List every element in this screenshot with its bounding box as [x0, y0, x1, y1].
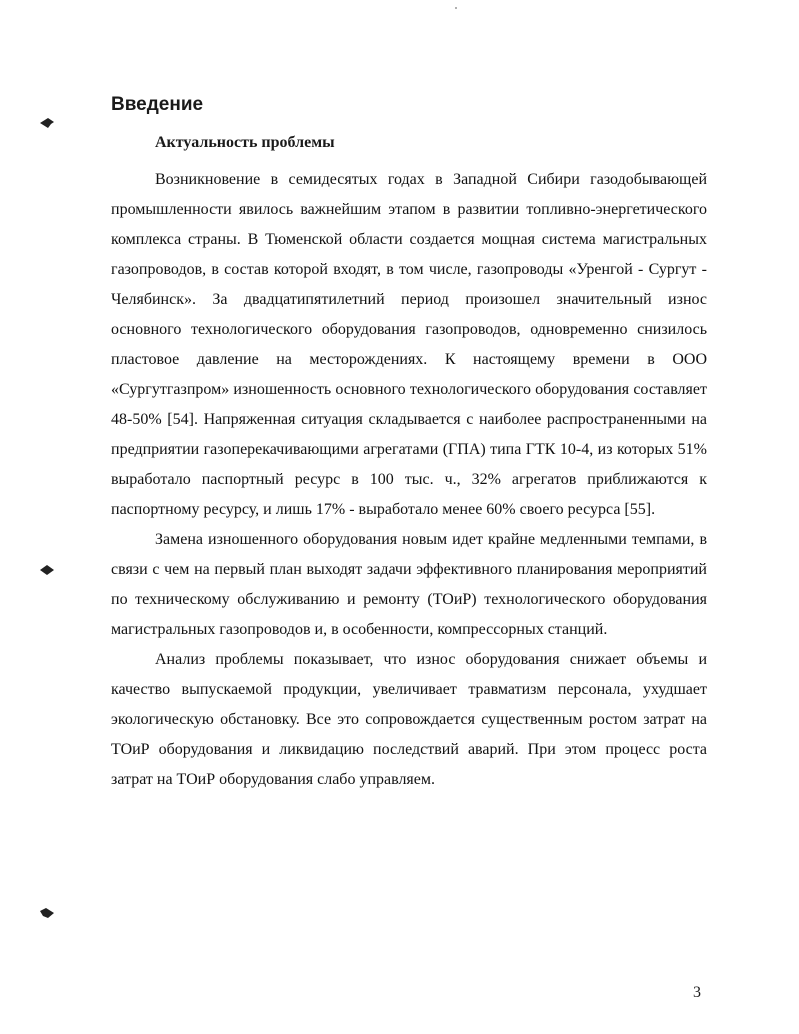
binder-mark-shape [39, 564, 55, 576]
body-text [111, 165, 707, 795]
paragraph-1: Возникновение в семидесятых годах в Западной Сибири газодобывающей промышленности явилось важнейшим этапом в развитии топливно-энергетического комплекса страны. В Тюменской области создается мощная система магистральных газопроводов, в состав которой входят, в том числе, газопроводы «Уренгой - Сургут - Челябинск». За двадцатипятилетний период произошел значительный износ основного технологического оборудования газопроводов, одновременно снизилось пластовое давление на месторождениях. К настоящему времени в ООО «Сургутгазпром» изношенность основного технологического оборудования составляет 48-50% [54]. Напряженная ситуация складывается с наиболее распространенными на предприятии газоперекачивающими агрегатами (ГПА) типа ГТК 10-4, из которых 51% выработало паспортный ресурс в 100 тыс. ч., 32% агрегатов приближаются к паспортному ресурсу, и лишь 17% - выработало менее 60% своего ресурса [55]. [111, 171, 707, 518]
section-subheading: Актуальность проблемы [155, 134, 335, 151]
paragraph-2: Замена изношенного оборудования новым идет крайне медленными темпами, в связи с чем на первый план выходят задачи эффективного планирования мероприятий по техническому обслуживанию и ремонту (ТОиР) технологического оборудования магистральных газопроводов и, в особенности, компрессорных станций. [111, 531, 707, 638]
binder-mark-shape [39, 117, 55, 129]
paragraph-3: Анализ проблемы показывает, что износ оборудования снижает объемы и качество выпускаемой продукции, увеличивает травматизм персонала, ухудшает экологическую обстановку. Все это сопровождается существенным ростом затрат на ТОиР оборудования и ликвидацию последствий аварий. При этом процесс роста затрат на ТОиР оборудования слабо управляем. [111, 651, 707, 788]
section-heading: Введение [111, 94, 204, 115]
binder-mark-shape [39, 907, 55, 919]
scan-speck [455, 7, 457, 9]
page-number: 3 [693, 984, 701, 1001]
